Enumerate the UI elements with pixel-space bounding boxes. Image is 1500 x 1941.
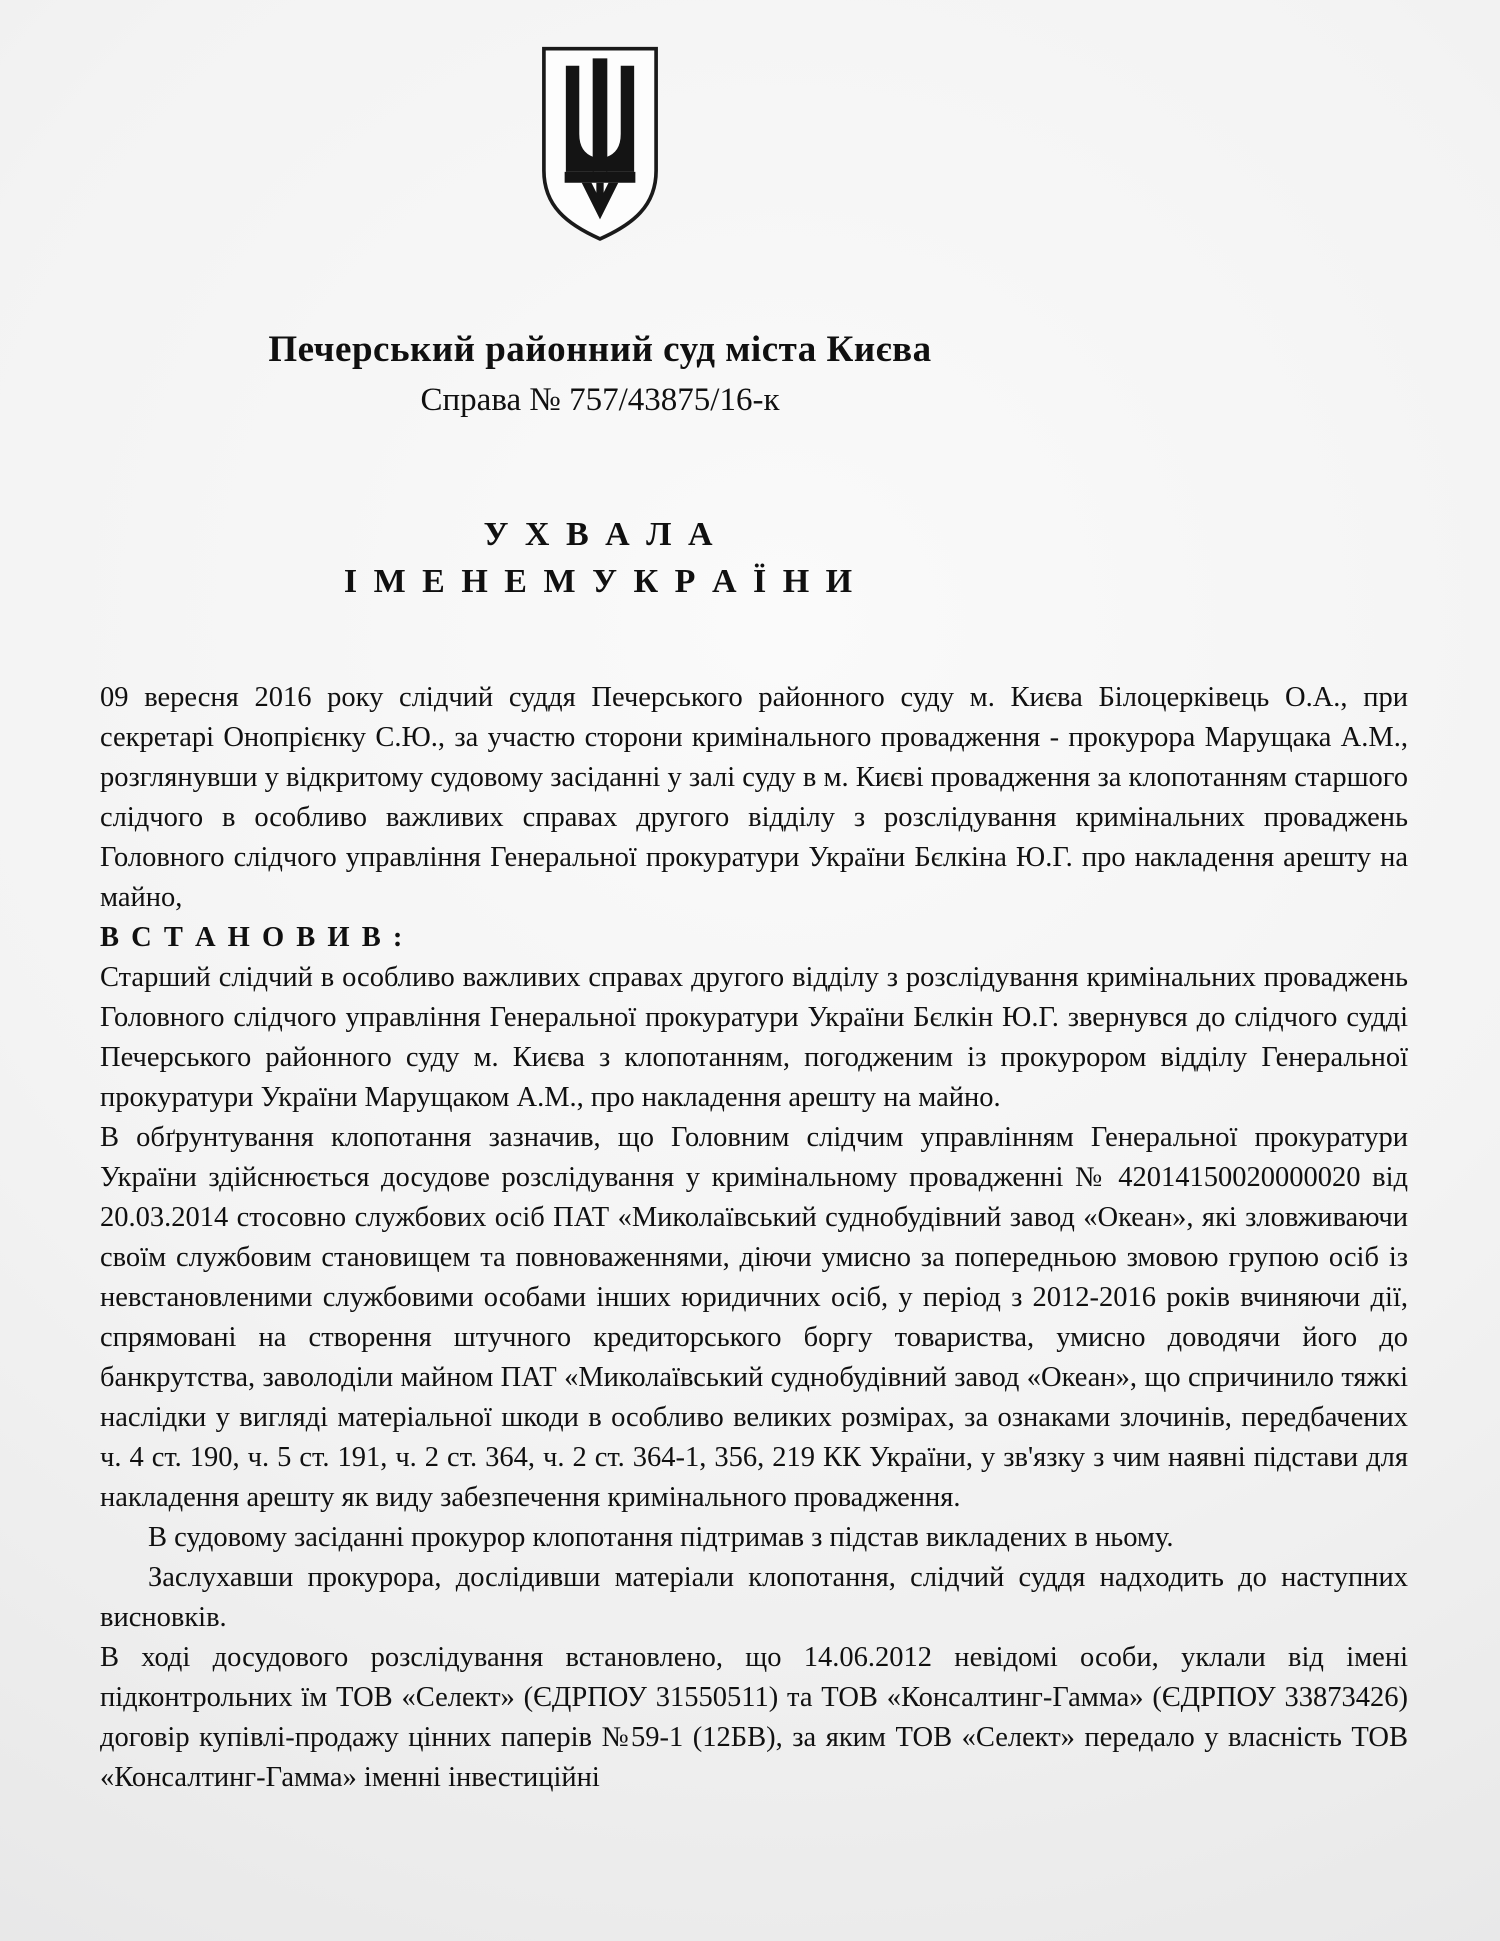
coat-of-arms-ukraine-icon [539, 45, 661, 245]
body-paragraph: Заслухавши прокурора, дослідивши матеріали клопотання, слідчий суддя надходить до наступних висновків. [100, 1562, 1408, 1633]
body-paragraph: Старший слідчий в особливо важливих справах другого відділу з розслідування кримінальних проваджень Головного слідчого управління Генеральної прокуратури України Бєлкін Ю.Г. звернувся до слідчого судді Печерського районного суду м. Києва з клопотанням, погодженим із прокурором відділу Генеральної прокуратури України Марущаком А.М., про накладення арешту на майно. [100, 962, 1408, 1113]
document-body [100, 678, 1408, 1798]
body-paragraph: В обґрунтування клопотання зазначив, що Головним слідчим управлінням Генеральної прокуратури України здійснюється досудове розслідування у кримінальному провадженні № 42014150020000020 від 20.03.2014 стосовно службових осіб ПАТ «Миколаївський суднобудівний завод «Океан», які зловживаючи своїм службовим становищем та повноваженнями, діючи умисно за попередньою змовою групою осіб із невстановленими службовими особами інших юридичних осіб, у період з 2012-2016 років вчиняючи дії, спрямовані на створення штучного кредиторського боргу товариства, умисно доводячи його до банкрутства, заволоділи майном ПАТ «Миколаївський суднобудівний завод «Океан», що спричинило тяжкі наслідки у вигляді матеріальної шкоди в особливо великих розмірах, за ознаками злочинів, передбачених ч. 4 ст. 190, ч. 5 ст. 191, ч. 2 ст. 364, ч. 2 ст. 364-1, 356, 219 КК України, у зв'язку з чим наявні підстави для накладення арешту як виду забезпечення кримінального провадження. [100, 1122, 1408, 1513]
document-header [95, 0, 1105, 601]
ruling-title: У Х В А Л А [483, 516, 717, 553]
court-name: Печерський районний суд міста Києва [268, 329, 932, 370]
body-paragraph: 09 вересня 2016 року слідчий суддя Печерського районного суду м. Києва Білоцерківець О.А., при секретарі Онопрієнку С.Ю., за участю сторони кримінального провадження - прокурора Марущака А.М., розглянувши у відкритому судовому засіданні у залі суду в м. Києві провадження за клопотанням старшого слідчого в особливо важливих справах другого відділу з розслідування кримінальних проваджень Головного слідчого управління Генеральної прокуратури України Бєлкіна Ю.Г. про накладення арешту на майно, [100, 682, 1408, 913]
body-paragraph: В судовому засіданні прокурор клопотання підтримав з підстав викладених в ньому. [148, 1522, 1174, 1553]
section-heading-resolved: В С Т А Н О В И В : [100, 922, 405, 953]
case-number: Справа № 757/43875/16-к [420, 382, 780, 418]
body-paragraph: В ході досудового розслідування встановлено, що 14.06.2012 невідомі особи, уклали від імені підконтрольних їм ТОВ «Селект» (ЄДРПОУ 31550511) та ТОВ «Консалтинг-Гамма» (ЄДРПОУ 33873426) договір купівлі-продажу цінних паперів №59-1 (12БВ), за яким ТОВ «Селект» передало у власність ТОВ «Консалтинг-Гамма» іменні інвестиційні [100, 1642, 1408, 1793]
ruling-subtitle: І М Е Н Е М У К Р А Ї Н И [343, 563, 857, 600]
